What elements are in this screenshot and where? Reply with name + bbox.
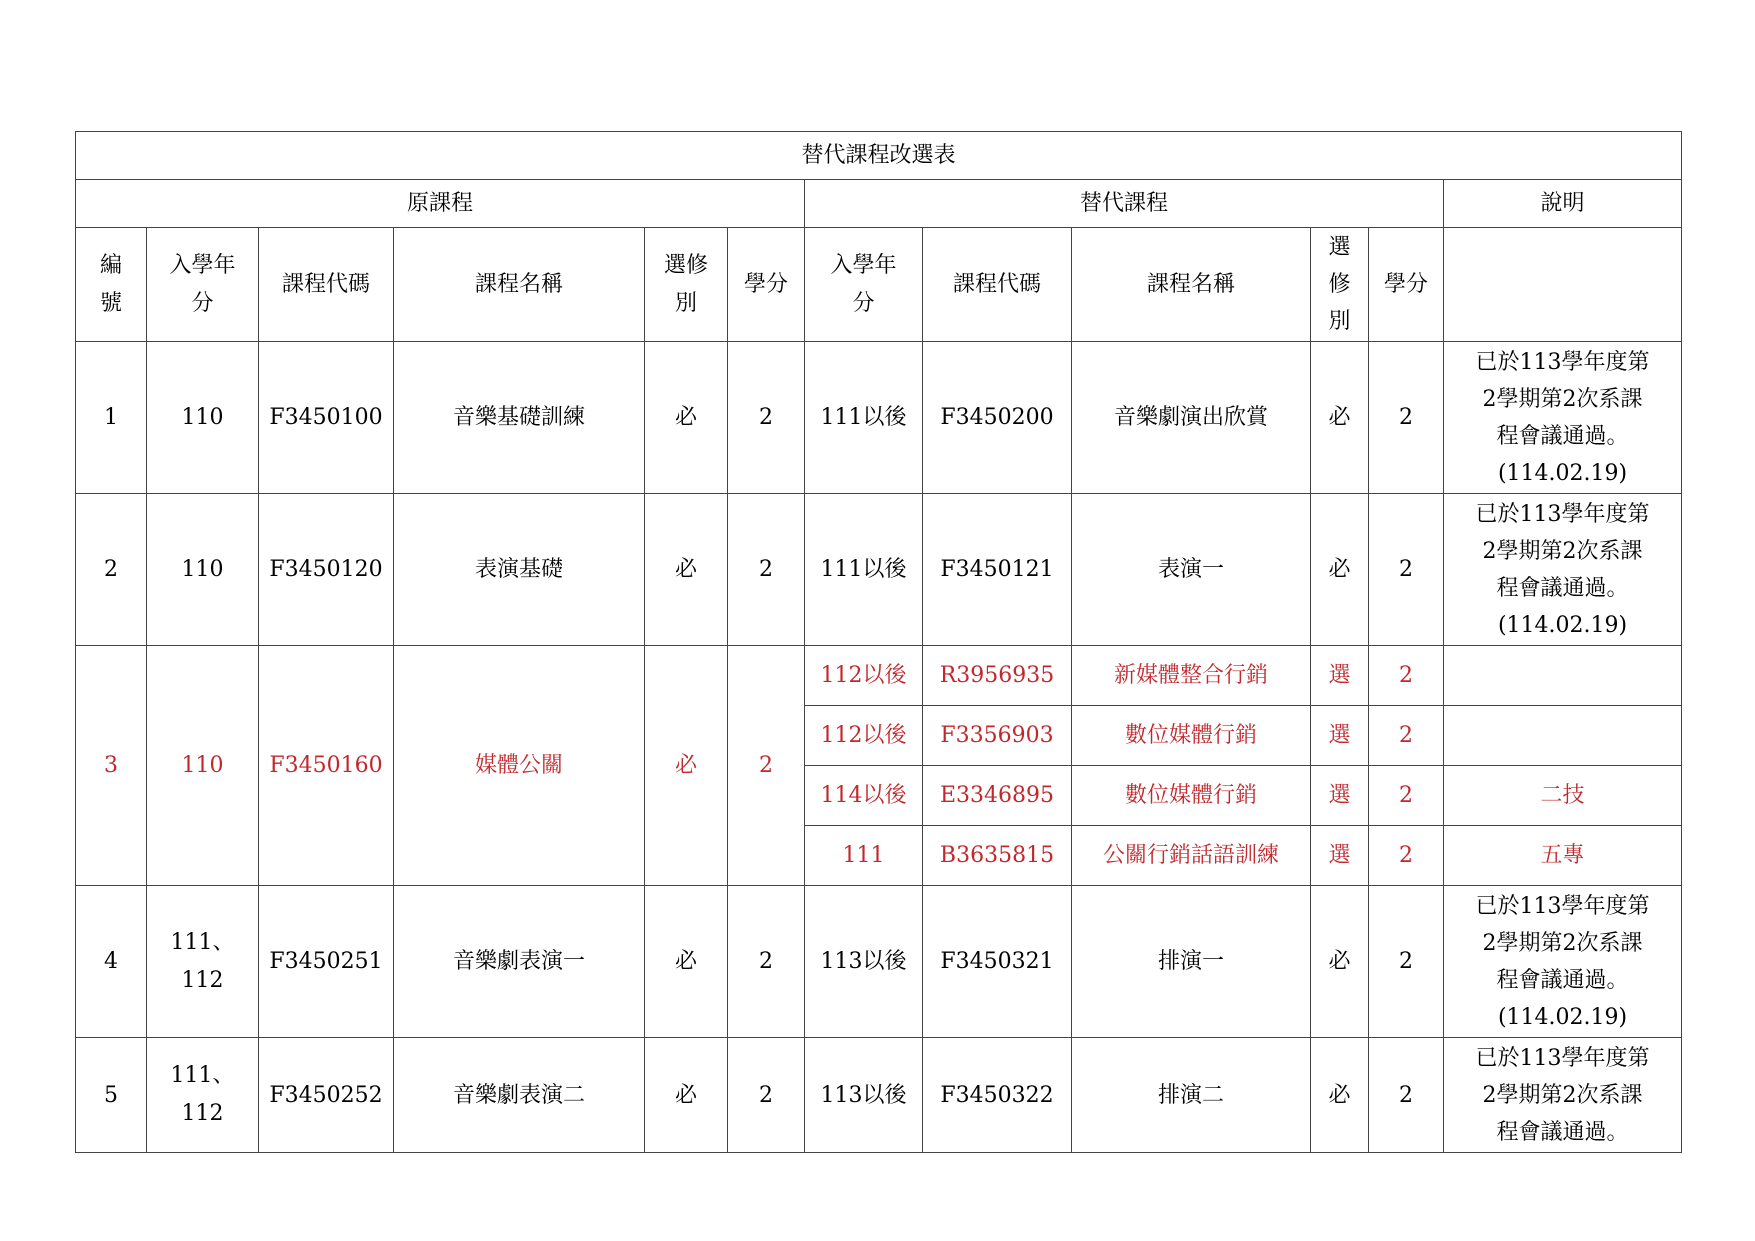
col-type-header: 選修 別 bbox=[645, 228, 728, 342]
replacement-code: R3956935 bbox=[923, 646, 1072, 706]
replacement-code: F3356903 bbox=[923, 706, 1072, 766]
course-credit: 2 bbox=[728, 646, 805, 886]
replacement-code: F3450200 bbox=[923, 342, 1072, 494]
col-no-header: 編 號 bbox=[76, 228, 147, 342]
course-credit: 2 bbox=[728, 342, 805, 494]
replacement-type: 選 bbox=[1311, 646, 1369, 706]
replacement-credit: 2 bbox=[1369, 646, 1444, 706]
replacement-code: B3635815 bbox=[923, 826, 1072, 886]
entry-year: 111、 112 bbox=[147, 886, 259, 1038]
course-name: 音樂劇表演一 bbox=[394, 886, 645, 1038]
course-type: 必 bbox=[645, 342, 728, 494]
row-note: 已於113學年度第 2學期第2次系課 程會議通過。 (114.02.19) bbox=[1444, 494, 1682, 646]
replacement-code: F3450121 bbox=[923, 494, 1072, 646]
col-replacement-type-header: 選修別 bbox=[1311, 228, 1369, 342]
col-year-header: 入學年 分 bbox=[147, 228, 259, 342]
row-note: 已於113學年度第 2學期第2次系課 程會議通過。 bbox=[1444, 1038, 1682, 1153]
replacement-type: 必 bbox=[1311, 886, 1369, 1038]
col-replacement-name-header: 課程名稱 bbox=[1072, 228, 1311, 342]
replacement-type: 選 bbox=[1311, 706, 1369, 766]
replacement-code: E3346895 bbox=[923, 766, 1072, 826]
replacement-credit: 2 bbox=[1369, 826, 1444, 886]
replacement-year: 112以後 bbox=[805, 706, 923, 766]
replacement-credit: 2 bbox=[1369, 706, 1444, 766]
course-name: 音樂基礎訓練 bbox=[394, 342, 645, 494]
col-name-header: 課程名稱 bbox=[394, 228, 645, 342]
entry-year: 110 bbox=[147, 646, 259, 886]
replacement-year: 113以後 bbox=[805, 886, 923, 1038]
replacement-name: 表演一 bbox=[1072, 494, 1311, 646]
table-title: 替代課程改選表 bbox=[76, 132, 1682, 180]
entry-year: 110 bbox=[147, 342, 259, 494]
replacement-code: F3450322 bbox=[923, 1038, 1072, 1153]
replacement-name: 數位媒體行銷 bbox=[1072, 766, 1311, 826]
replacement-type: 必 bbox=[1311, 494, 1369, 646]
course-code: F3450100 bbox=[259, 342, 394, 494]
course-code: F3450120 bbox=[259, 494, 394, 646]
row-note bbox=[1444, 706, 1682, 766]
table-row bbox=[76, 886, 1682, 1038]
col-credit-header: 學分 bbox=[728, 228, 805, 342]
col-code-header: 課程代碼 bbox=[259, 228, 394, 342]
course-name: 媒體公關 bbox=[394, 646, 645, 886]
replacement-year: 113以後 bbox=[805, 1038, 923, 1153]
replacement-course-header: 替代課程 bbox=[805, 180, 1444, 228]
replacement-credit: 2 bbox=[1369, 1038, 1444, 1153]
course-credit: 2 bbox=[728, 886, 805, 1038]
replacement-credit: 2 bbox=[1369, 766, 1444, 826]
course-credit: 2 bbox=[728, 494, 805, 646]
replacement-type: 選 bbox=[1311, 766, 1369, 826]
row-number: 4 bbox=[76, 886, 147, 1038]
course-code: F3450252 bbox=[259, 1038, 394, 1153]
replacement-credit: 2 bbox=[1369, 342, 1444, 494]
replacement-year: 111 bbox=[805, 826, 923, 886]
course-name: 音樂劇表演二 bbox=[394, 1038, 645, 1153]
course-code: F3450160 bbox=[259, 646, 394, 886]
replacement-credit: 2 bbox=[1369, 494, 1444, 646]
course-type: 必 bbox=[645, 1038, 728, 1153]
row-number: 3 bbox=[76, 646, 147, 886]
replacement-name: 新媒體整合行銷 bbox=[1072, 646, 1311, 706]
row-note: 五專 bbox=[1444, 826, 1682, 886]
course-code: F3450251 bbox=[259, 886, 394, 1038]
table-row bbox=[76, 494, 1682, 646]
table-row bbox=[76, 1038, 1682, 1153]
replacement-name: 數位媒體行銷 bbox=[1072, 706, 1311, 766]
row-note: 二技 bbox=[1444, 766, 1682, 826]
course-type: 必 bbox=[645, 494, 728, 646]
course-type: 必 bbox=[645, 646, 728, 886]
replacement-code: F3450321 bbox=[923, 886, 1072, 1038]
row-number: 5 bbox=[76, 1038, 147, 1153]
replacement-name: 公關行銷話語訓練 bbox=[1072, 826, 1311, 886]
notes-header: 說明 bbox=[1444, 180, 1682, 228]
replacement-year: 112以後 bbox=[805, 646, 923, 706]
col-replacement-year-header: 入學年 分 bbox=[805, 228, 923, 342]
replacement-type: 必 bbox=[1311, 342, 1369, 494]
table-row bbox=[76, 646, 1682, 706]
original-course-header: 原課程 bbox=[76, 180, 805, 228]
row-note bbox=[1444, 646, 1682, 706]
replacement-credit: 2 bbox=[1369, 886, 1444, 1038]
replacement-name: 排演二 bbox=[1072, 1038, 1311, 1153]
replacement-type: 必 bbox=[1311, 1038, 1369, 1153]
course-credit: 2 bbox=[728, 1038, 805, 1153]
replacement-name: 音樂劇演出欣賞 bbox=[1072, 342, 1311, 494]
row-note: 已於113學年度第 2學期第2次系課 程會議通過。 (114.02.19) bbox=[1444, 886, 1682, 1038]
row-number: 1 bbox=[76, 342, 147, 494]
replacement-type: 選 bbox=[1311, 826, 1369, 886]
replacement-year: 114以後 bbox=[805, 766, 923, 826]
col-replacement-credit-header: 學分 bbox=[1369, 228, 1444, 342]
col-replacement-code-header: 課程代碼 bbox=[923, 228, 1072, 342]
table-row bbox=[76, 342, 1682, 494]
row-number: 2 bbox=[76, 494, 147, 646]
entry-year: 111、 112 bbox=[147, 1038, 259, 1153]
replacement-name: 排演一 bbox=[1072, 886, 1311, 1038]
entry-year: 110 bbox=[147, 494, 259, 646]
row-note: 已於113學年度第 2學期第2次系課 程會議通過。 (114.02.19) bbox=[1444, 342, 1682, 494]
course-substitution-table bbox=[75, 131, 1682, 1153]
course-name: 表演基礎 bbox=[394, 494, 645, 646]
course-type: 必 bbox=[645, 886, 728, 1038]
replacement-year: 111以後 bbox=[805, 342, 923, 494]
replacement-year: 111以後 bbox=[805, 494, 923, 646]
col-notes-header bbox=[1444, 228, 1682, 342]
